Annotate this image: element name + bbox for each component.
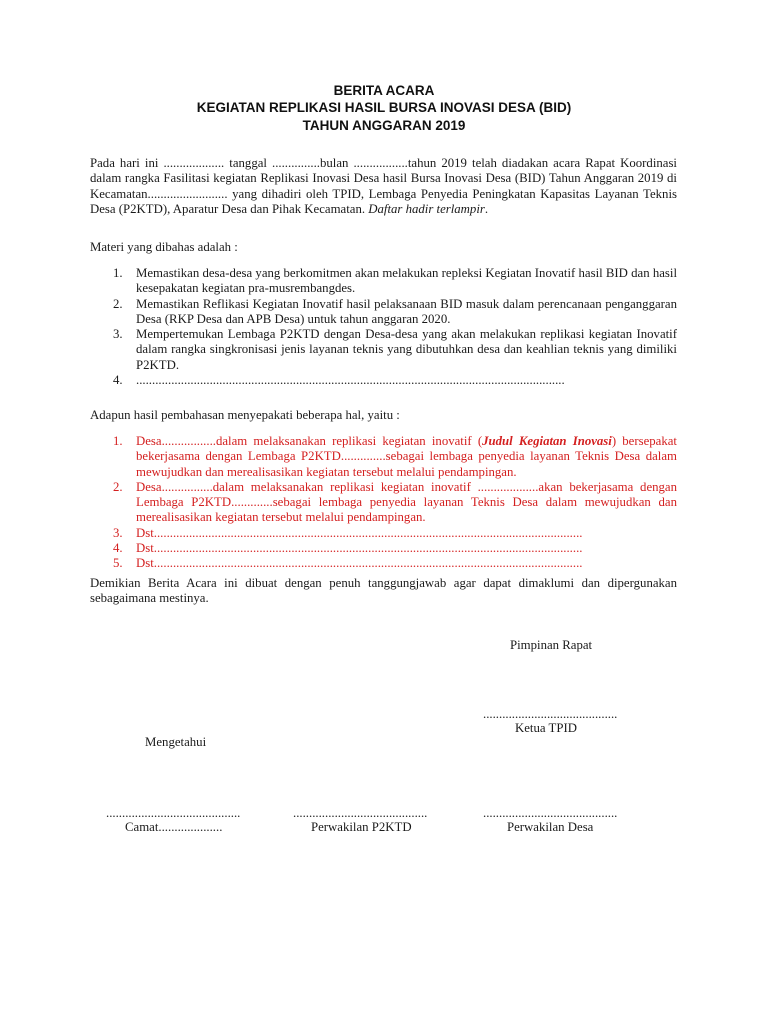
doc-title-line2: KEGIATAN REPLIKASI HASIL BURSA INOVASI DESA (BID) xyxy=(196,100,572,115)
list-item: 5. Dst...................................................................................................................................... xyxy=(113,556,583,571)
list-item: 2. Desa................dalam melaksanakan replikasi kegiatan inovatif ...................akan bekerjasama dengan Lembaga P2KTD.............sebagai lembaga penyedia layanan Teknis Desa dalam mewujudkan dan merealisasikan kegiatan tersebut melalui pendampingan. xyxy=(113,479,677,525)
p2ktd-signature-line: .......................................... xyxy=(293,806,428,820)
doc-title-line3: TAHUN ANGGARAN 2019 xyxy=(302,118,466,133)
list-item: 3. Mempertemukan Lembaga P2KTD dengan Desa-desa yang akan melakukan replikasi kegiatan Inovatif dalam rangka singkronisasi jenis layanan teknis yang dibutuhkan desa dan keahlian teknis yang dimiliki P2KTD. xyxy=(113,327,677,372)
desa-signature-line: .......................................... xyxy=(483,806,618,820)
mengetahui-label: Mengetahui xyxy=(145,735,207,749)
list-item: 1. Memastikan desa-desa yang berkomitmen akan melakukan repleksi Kegiatan Inovatif hasil BID dan hasil kesepakatan kegiatan pra-musrembangdes. xyxy=(113,266,677,296)
materi-list xyxy=(113,266,677,388)
list-item: 1. Desa.................dalam melaksanakan replikasi kegiatan inovatif (Judul Kegiatan Inovasi) bersepakat bekerjasama dengan Lembaga P2KTD..............sebagai lembaga penyedia layanan Teknis Desa dalam mewujudkan dan merealisasikan kegiatan tersebut melalui pendampingan. xyxy=(113,434,677,479)
list-item: 2. Memastikan Reflikasi Kegiatan Inovatif hasil pelaksanaan BID masuk dalam perencanaan penganggaran Desa (RKP Desa dan APB Desa) untuk tahun anggaran 2020. xyxy=(113,296,677,326)
intro-end: . xyxy=(484,201,489,216)
list-item: 4. Dst...................................................................................................................................... xyxy=(113,541,583,556)
judul-kegiatan-inovasi: Judul Kegiatan Inovasi xyxy=(482,434,612,448)
ketua-tpid-label: Ketua TPID xyxy=(515,721,577,735)
closing-paragraph: Demikian Berita Acara ini dibuat dengan penuh tanggungjawab agar dapat dimaklumi dan dipergunakan sebagaimana mestinya. xyxy=(90,576,677,606)
desa-label: Perwakilan Desa xyxy=(507,820,594,834)
intro-italic: Daftar hadir terlampir xyxy=(368,201,485,216)
pimpinan-rapat-label: Pimpinan Rapat xyxy=(510,638,593,652)
materi-heading: Materi yang dibahas adalah : xyxy=(90,240,238,254)
ketua-signature-line: .......................................... xyxy=(483,707,618,721)
camat-label: Camat.................... xyxy=(125,820,223,834)
list-item: 3. Dst...................................................................................................................................... xyxy=(113,525,583,540)
list-item: 4. ...................................................................................................................................... xyxy=(113,373,565,388)
doc-title-line1: BERITA ACARA xyxy=(333,83,435,98)
camat-signature-line: .......................................... xyxy=(106,806,241,820)
intro-paragraph xyxy=(90,156,677,217)
hasil-heading: Adapun hasil pembahasan menyepakati beberapa hal, yaitu : xyxy=(90,408,400,422)
hasil-list xyxy=(113,434,677,572)
p2ktd-label: Perwakilan P2KTD xyxy=(311,820,412,834)
intro-text: Pada hari ini ................... tanggal ...............bulan .................tahun 2019 telah diadakan acara Rapat Koordinasi dalam rangka Fasilitasi kegiatan Replikasi Inovasi Desa hasil Bursa Inovasi Desa (BID) Tahun Anggaran 2019 di Kecamatan......................... yang dihadiri oleh TPID, Lembaga Penyedia Peningkatan Kapasitas Layanan Teknis Desa (P2KTD), Aparatur Desa dan Pihak Kecamatan. xyxy=(90,156,677,216)
